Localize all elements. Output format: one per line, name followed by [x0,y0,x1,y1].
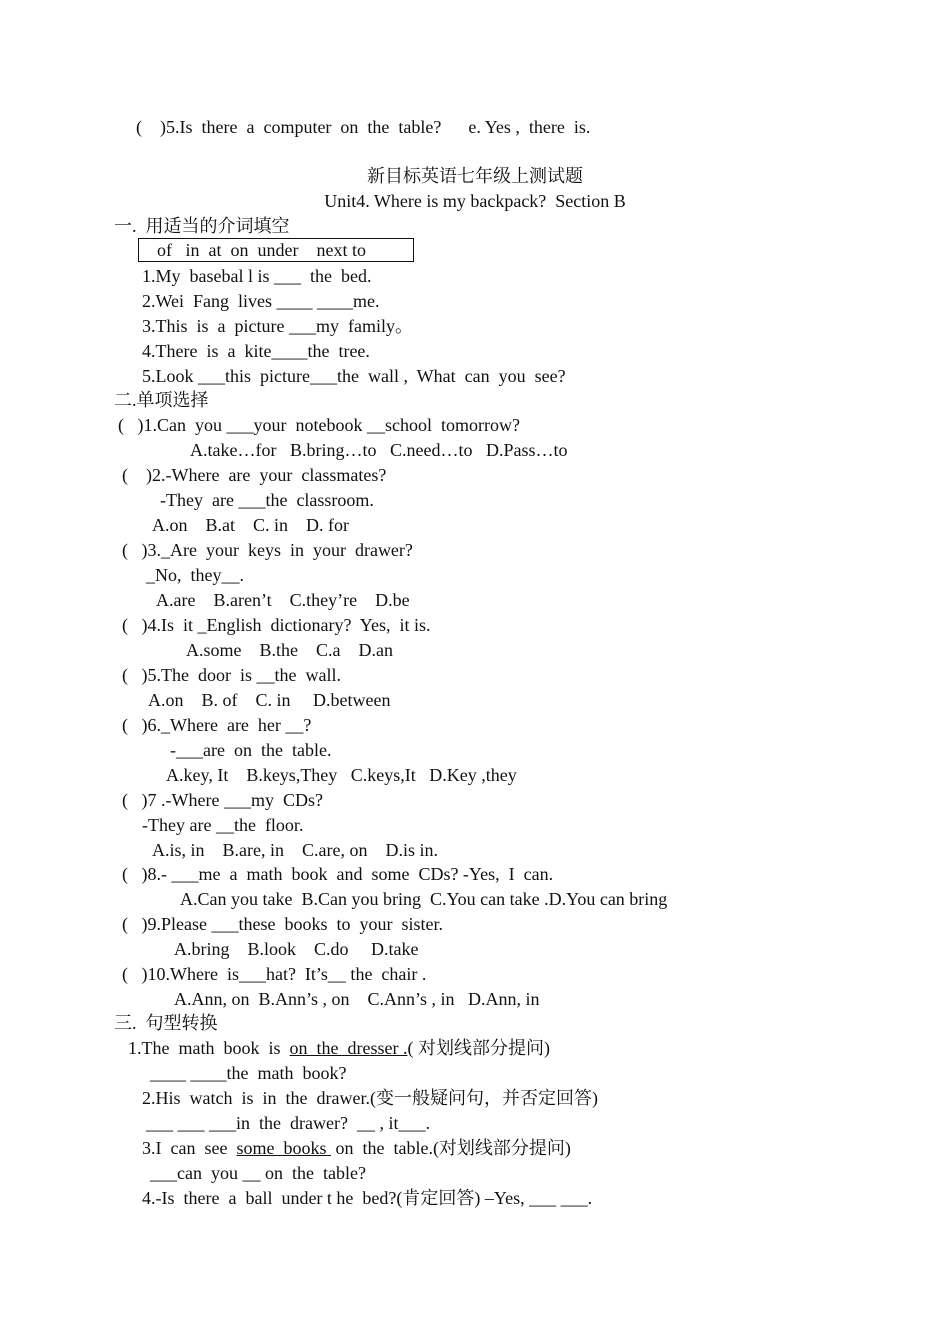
s3-underlined: some books [236,1138,331,1158]
s2-line: -They are ___the classroom. [160,490,374,510]
s2-options: A.on B.at C. in D. for [152,515,349,535]
s2-question: ( )1.Can you ___your notebook __school tomorrow? [118,415,520,435]
s2-options: A.Ann, on B.Ann’s , on C.Ann’s , in D.Ann, in [174,989,540,1009]
s2-question: ( )10.Where is___hat? It’s__ the chair . [122,964,427,984]
s3-answer: ____ ____the math book? [150,1063,347,1083]
s1-item: 3.This is a picture ___my family。 [142,316,413,336]
s3-item: 2.His watch is in the drawer.(变一般疑问句，并否定回答) [142,1088,598,1108]
s3-answer: ___can you __ on the table? [150,1163,366,1183]
previous-item: ( )5.Is there a computer on the table? e. Yes , there is. [136,117,591,137]
s2-options: A.are B.aren’t C.they’re D.be [156,590,410,610]
s3-text: ( 对划线部分提问) [407,1038,550,1058]
s2-options: A.key, It B.keys,They C.keys,It D.Key ,they [166,765,517,785]
s3-text: on the table.(对划线部分提问) [330,1138,571,1158]
s2-line: _No, they__. [146,565,244,585]
section3-heading: 三. 句型转换 [114,1013,218,1033]
s2-line: -They are __the floor. [142,815,304,835]
s3-underlined: on the dresser . [289,1038,408,1058]
s1-item: 4.There is a kite____the tree. [142,341,370,361]
s2-question: ( )6._Where are her __? [122,715,312,735]
s2-question: ( )2.-Where are your classmates? [122,465,387,485]
s2-options: A.bring B.look C.do D.take [174,939,419,959]
s3-item [142,1137,571,1159]
s2-options: A.take…for B.bring…to C.need…to D.Pass…to [190,440,568,460]
s2-options: A.some B.the C.a D.an [186,640,393,660]
s2-line: -___are on the table. [170,740,332,760]
s3-answer: ___ ___ ___in the drawer? __ , it___. [146,1113,430,1133]
s3-text: 1.The math book is [128,1038,290,1058]
page-subtitle: Unit4. Where is my backpack? Section B [324,191,626,211]
section1-heading: 一. 用适当的介词填空 [114,216,290,236]
s2-question: ( )3._Are your keys in your drawer? [122,540,413,560]
s3-text: 3.I can see [142,1138,237,1158]
s1-item: 5.Look ___this picture___the wall , What can you see? [142,366,566,386]
s2-options: A.Can you take B.Can you bring C.You can take .D.You can bring [180,889,668,909]
word-box [138,238,414,262]
word-box-text: of in at on under next to [157,240,366,260]
s1-item: 1.My basebal l is ___ the bed. [142,266,372,286]
s3-item: 4.-Is there a ball under t he bed?(肯定回答) –Yes, ___ ___. [142,1188,593,1208]
section2-heading: 二.单项选择 [114,390,209,410]
s2-question: ( )5.The door is __the wall. [122,665,341,685]
s2-question: ( )9.Please ___these books to your sister. [122,914,443,934]
s2-options: A.on B. of C. in D.between [148,690,391,710]
s2-question: ( )4.Is it _English dictionary? Yes, it is. [122,615,431,635]
s2-options: A.is, in B.are, in C.are, on D.is in. [152,840,438,860]
s2-question: ( )8.- ___me a math book and some CDs? -Yes, I can. [122,864,554,884]
page-title: 新目标英语七年级上测试题 [367,166,583,186]
s1-item: 2.Wei Fang lives ____ ____me. [142,291,380,311]
s2-question: ( )7 .-Where ___my CDs? [122,790,323,810]
s3-item [128,1037,550,1059]
